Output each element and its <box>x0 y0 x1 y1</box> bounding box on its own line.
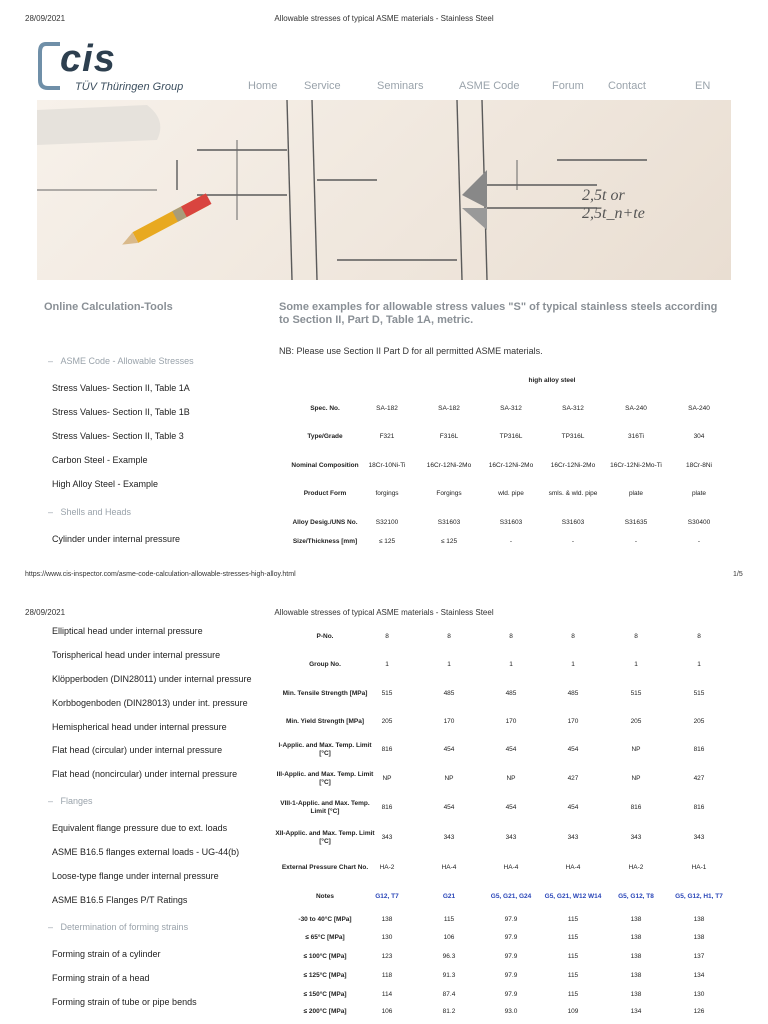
table-cell: 130 <box>693 991 705 998</box>
table-cell: 205 <box>693 718 705 725</box>
table-cell: 97.9 <box>504 916 518 923</box>
table-cell: 16Cr-12Ni-2Mo <box>426 462 472 469</box>
table-cell: 170 <box>443 718 455 725</box>
sidebar-link[interactable]: Flat head (noncircular) under internal pressure <box>52 769 238 779</box>
sidebar-link[interactable]: Stress Values- Section II, Table 1B <box>52 407 190 417</box>
table-cell: 205 <box>630 718 642 725</box>
table-cell: 18Cr-8Ni <box>685 462 712 469</box>
table-cell: 138 <box>693 934 705 941</box>
table-row-header: ≤ 150°C [MPa] <box>303 991 347 998</box>
table-cell: 427 <box>567 775 579 782</box>
table-row-header: III-Applic. and Max. Temp. Limit [°C] <box>276 771 374 786</box>
table-cell: 109 <box>567 1008 579 1015</box>
sidebar-title: Online Calculation-Tools <box>44 301 173 313</box>
sidebar-link[interactable]: Stress Values- Section II, Table 3 <box>52 431 184 441</box>
table-row-header: Min. Tensile Strength [MPa] <box>282 690 368 697</box>
table-cell: 343 <box>505 834 517 841</box>
table-cell: 96.3 <box>442 953 456 960</box>
table-cell: 1 <box>571 661 575 668</box>
table-cell: 115 <box>567 972 579 979</box>
table-cell: - <box>571 538 575 545</box>
table-cell: 8 <box>634 633 638 640</box>
table-cell: 343 <box>443 834 455 841</box>
table-cell: SA-312 <box>500 405 522 412</box>
sidebar-link[interactable]: Hemispherical head under internal pressure <box>52 722 227 732</box>
table-cell: HA-2 <box>628 864 644 871</box>
table-cell: 106 <box>443 934 455 941</box>
table-row-header: Group No. <box>309 661 341 668</box>
table-row-header: I-Applic. and Max. Temp. Limit [°C] <box>278 742 372 757</box>
table-cell: 427 <box>693 775 705 782</box>
table-row-header: ≤ 100°C [MPa] <box>303 953 347 960</box>
section-header-label: Flanges <box>60 796 93 806</box>
table-cell: SA-240 <box>625 405 647 412</box>
logo-text: cis <box>60 38 116 80</box>
sidebar-link-forming[interactable]: Forming strain of a cylinder <box>52 949 161 959</box>
hero-banner-image <box>37 100 731 280</box>
sidebar-link[interactable]: Flat head (circular) under internal pressure <box>52 745 223 755</box>
sidebar-link[interactable]: High Alloy Steel - Example <box>52 479 159 489</box>
table-cell: 515 <box>381 690 393 697</box>
table-cell: smls. & wld. pipe <box>548 490 598 497</box>
sidebar-link-flange[interactable]: ASME B16.5 flanges external loads - UG-44(b) <box>52 847 240 857</box>
table-cell: 170 <box>505 718 517 725</box>
table-cell: S31603 <box>561 519 585 526</box>
table-cell: 1 <box>697 661 701 668</box>
table-cell: 485 <box>505 690 517 697</box>
table-cell: 16Cr-12Ni-2Mo <box>488 462 534 469</box>
table-row-header: External Pressure Chart No. <box>281 864 369 871</box>
table-row-header: Size/Thickness [mm] <box>292 538 358 545</box>
table-row-header: ≤ 125°C [MPa] <box>303 972 347 979</box>
table-cell: 137 <box>693 953 705 960</box>
sidebar-link-cylinder[interactable]: Cylinder under internal pressure <box>52 534 181 544</box>
table-cell: 93.0 <box>504 1008 518 1015</box>
nav-item-home[interactable]: Home <box>248 80 278 92</box>
table-cell: S32100 <box>375 519 399 526</box>
table-cell: 16Cr-12Ni-2Mo-Ti <box>610 462 662 469</box>
table-cell: 115 <box>443 916 455 923</box>
table-cell: SA-182 <box>438 405 460 412</box>
table-cell: 8 <box>447 633 451 640</box>
table-cell: plate <box>628 490 644 497</box>
table-cell: S30400 <box>687 519 711 526</box>
table-cell: 515 <box>693 690 705 697</box>
table-cell: S31603 <box>499 519 523 526</box>
table-cell: ≤ 125 <box>378 538 396 545</box>
sidebar-link[interactable]: Stress Values- Section II, Table 1A <box>52 383 190 393</box>
table-cell: 343 <box>567 834 579 841</box>
technical-drawing-illustration <box>37 100 731 280</box>
table-cell: 138 <box>630 991 642 998</box>
table-cell: 454 <box>505 804 517 811</box>
print-title-page2: Allowable stresses of typical ASME materials - Stainless Steel <box>274 608 494 617</box>
table-cell: 115 <box>567 953 579 960</box>
print-date: 28/09/2021 <box>25 14 66 23</box>
sidebar-link-flange[interactable]: Equivalent flange pressure due to ext. loads <box>52 823 228 833</box>
table-cell: 138 <box>693 916 705 923</box>
table-cell: 205 <box>381 718 393 725</box>
table-row-header: Product Form <box>303 490 347 497</box>
section-header-allowable-stresses[interactable]: – ASME Code - Allowable Stresses <box>48 356 194 366</box>
table-cell: NP <box>382 775 392 782</box>
table-cell: SA-182 <box>376 405 398 412</box>
table-row-header: Min. Yield Strength [MPa] <box>285 718 364 725</box>
svg-text:2,5t or: 2,5t or <box>582 187 625 204</box>
table-cell-notes-link[interactable]: G5, G21, G24 <box>490 893 532 900</box>
table-cell: 138 <box>630 934 642 941</box>
table-cell: HA-2 <box>379 864 395 871</box>
table-cell: 97.9 <box>504 972 518 979</box>
table-cell: 515 <box>630 690 642 697</box>
table-cell: 816 <box>630 804 642 811</box>
nav-item-en[interactable]: EN <box>695 80 711 92</box>
table-cell: 138 <box>630 953 642 960</box>
table-row-header: P-No. <box>316 633 334 640</box>
table-cell: 816 <box>693 804 705 811</box>
table-cell: 304 <box>693 433 705 440</box>
section-header-forming-strains[interactable]: – Determination of forming strains <box>48 922 189 932</box>
table-cell: forgings <box>375 490 399 497</box>
cis-logo[interactable] <box>38 38 198 98</box>
table-cell: NP <box>631 775 641 782</box>
table-cell: NP <box>444 775 454 782</box>
page-title: Some examples for allowable stress values "S" of typical stainless steels according to Section II, Part D, Table 1A, metric. <box>279 301 718 326</box>
table-row-header: ≤ 65°C [MPa] <box>305 934 345 941</box>
table-cell: SA-312 <box>562 405 584 412</box>
table-cell: 115 <box>567 934 579 941</box>
section-header-flanges[interactable]: – Flanges <box>48 796 93 806</box>
table-cell: TP316L <box>499 433 523 440</box>
table-cell-notes-link[interactable]: G12, T7 <box>375 893 399 900</box>
table-cell: 97.9 <box>504 934 518 941</box>
table-cell: 343 <box>381 834 393 841</box>
table-cell: 816 <box>693 746 705 753</box>
table-cell: 454 <box>567 746 579 753</box>
table-cell: - <box>509 538 513 545</box>
table-caption: high alloy steel <box>528 377 576 384</box>
sidebar-link[interactable]: Elliptical head under internal pressure <box>52 626 203 636</box>
table-cell-notes-link[interactable]: G5, G12, T8 <box>618 893 654 900</box>
table-cell: 130 <box>381 934 393 941</box>
table-row-header: Nominal Composition <box>291 462 359 469</box>
table-row-header: Notes <box>315 893 335 900</box>
nav-item-seminars[interactable]: Seminars <box>377 80 424 92</box>
table-cell: 134 <box>693 972 705 979</box>
table-cell: wld. pipe <box>498 490 524 497</box>
table-cell: 170 <box>567 718 579 725</box>
nav-item-asme-code[interactable]: ASME Code <box>459 80 520 92</box>
table-cell: 16Cr-12Ni-2Mo <box>550 462 596 469</box>
table-cell: 485 <box>443 690 455 697</box>
logo-subtitle: TÜV Thüringen Group <box>75 81 184 93</box>
table-cell: 816 <box>381 804 393 811</box>
table-cell: - <box>634 538 638 545</box>
table-row-header: XII-Applic. and Max. Temp. Limit [°C] <box>275 830 375 845</box>
table-cell: 118 <box>381 972 393 979</box>
table-cell: 106 <box>381 1008 393 1015</box>
table-cell-notes-link[interactable]: G5, G12, H1, T7 <box>675 893 723 900</box>
table-cell: 114 <box>381 991 393 998</box>
sidebar-link[interactable]: Klöpperboden (DIN28011) under internal pressure <box>52 674 252 684</box>
table-cell: Forgings <box>436 490 462 497</box>
table-cell: 126 <box>693 1008 705 1015</box>
table-cell: 8 <box>571 633 575 640</box>
sidebar-link[interactable]: Carbon Steel - Example <box>52 455 148 465</box>
table-cell: 138 <box>630 916 642 923</box>
table-cell: - <box>697 538 701 545</box>
table-cell: 1 <box>509 661 513 668</box>
table-cell: 8 <box>385 633 389 640</box>
table-cell: 138 <box>381 916 393 923</box>
table-cell: 454 <box>443 746 455 753</box>
table-cell: F321 <box>379 433 395 440</box>
table-cell: 134 <box>630 1008 642 1015</box>
sidebar-link-forming[interactable]: Forming strain of tube or pipe bends <box>52 997 197 1007</box>
table-cell: 115 <box>567 991 579 998</box>
table-cell: 18Cr-10Ni-Ti <box>368 462 406 469</box>
sidebar-link[interactable]: Torispherical head under internal pressure <box>52 650 221 660</box>
table-cell: 454 <box>443 804 455 811</box>
table-cell: F316L <box>439 433 459 440</box>
footer-url[interactable]: https://www.cis-inspector.com/asme-code-calculation-allowable-stresses-high-alloy.html <box>25 571 296 578</box>
sidebar-link-forming[interactable]: Forming strain of a head <box>52 973 150 983</box>
table-cell: NP <box>631 746 641 753</box>
table-cell: 1 <box>385 661 389 668</box>
table-row-header: Alloy Desig./UNS No. <box>292 519 358 526</box>
table-cell: 87.4 <box>442 991 456 998</box>
table-cell: 91.3 <box>442 972 456 979</box>
nav-item-contact[interactable]: Contact <box>608 80 646 92</box>
table-cell: 485 <box>567 690 579 697</box>
table-cell: 316Ti <box>627 433 645 440</box>
table-cell: 138 <box>630 972 642 979</box>
table-cell: plate <box>691 490 707 497</box>
section-header-label: Determination of forming strains <box>60 922 189 932</box>
table-row-header: Type/Grade <box>307 433 343 440</box>
table-cell: 454 <box>505 746 517 753</box>
table-row-header: VIII-1-Applic. and Max. Temp. Limit [°C] <box>280 800 370 815</box>
table-cell: 1 <box>634 661 638 668</box>
note-text: NB: Please use Section II Part D for all permitted ASME materials. <box>279 346 543 356</box>
table-cell: 8 <box>509 633 513 640</box>
table-cell: 97.9 <box>504 991 518 998</box>
table-cell: TP316L <box>561 433 585 440</box>
table-cell: NP <box>506 775 516 782</box>
table-cell: HA-1 <box>691 864 707 871</box>
section-header-label: ASME Code - Allowable Stresses <box>60 356 194 366</box>
sidebar-link[interactable]: Korbbogenboden (DIN28013) under int. pressure <box>52 698 248 708</box>
table-cell: ≤ 125 <box>440 538 458 545</box>
table-cell: S31635 <box>624 519 648 526</box>
page-number: 1/5 <box>733 571 743 578</box>
table-cell: 1 <box>447 661 451 668</box>
table-row-header: Spec. No. <box>310 405 340 412</box>
table-cell: 97.9 <box>504 953 518 960</box>
table-cell: HA-4 <box>503 864 519 871</box>
print-date-page2: 28/09/2021 <box>25 608 66 617</box>
sidebar-link-flange[interactable]: ASME B16.5 Flanges P/T Ratings <box>52 895 188 905</box>
table-cell: HA-4 <box>565 864 581 871</box>
table-cell-notes-link[interactable]: G5, G21, W12 W14 <box>544 893 602 900</box>
table-cell: 816 <box>381 746 393 753</box>
svg-text:2,5t_n+te: 2,5t_n+te <box>582 205 645 222</box>
sidebar-link-flange[interactable]: Loose-type flange under internal pressure <box>52 871 219 881</box>
table-row-header: -30 to 40°C [MPa] <box>298 916 352 923</box>
table-cell: 8 <box>697 633 701 640</box>
nav-item-forum[interactable]: Forum <box>552 80 584 92</box>
table-row-header: ≤ 200°C [MPa] <box>303 1008 347 1015</box>
table-cell: 454 <box>567 804 579 811</box>
table-cell: 343 <box>630 834 642 841</box>
section-header-label: Shells and Heads <box>60 507 132 517</box>
table-cell: 123 <box>381 953 393 960</box>
table-cell: SA-240 <box>688 405 710 412</box>
section-header-shells-heads[interactable]: – Shells and Heads <box>48 507 132 517</box>
print-title: Allowable stresses of typical ASME materials - Stainless Steel <box>274 14 494 23</box>
table-cell-notes-link[interactable]: G21 <box>442 893 456 900</box>
table-cell: 81.2 <box>442 1008 456 1015</box>
nav-item-service[interactable]: Service <box>304 80 341 92</box>
table-cell: 115 <box>567 916 579 923</box>
table-cell: HA-4 <box>441 864 457 871</box>
table-cell: 343 <box>693 834 705 841</box>
table-cell: S31603 <box>437 519 461 526</box>
